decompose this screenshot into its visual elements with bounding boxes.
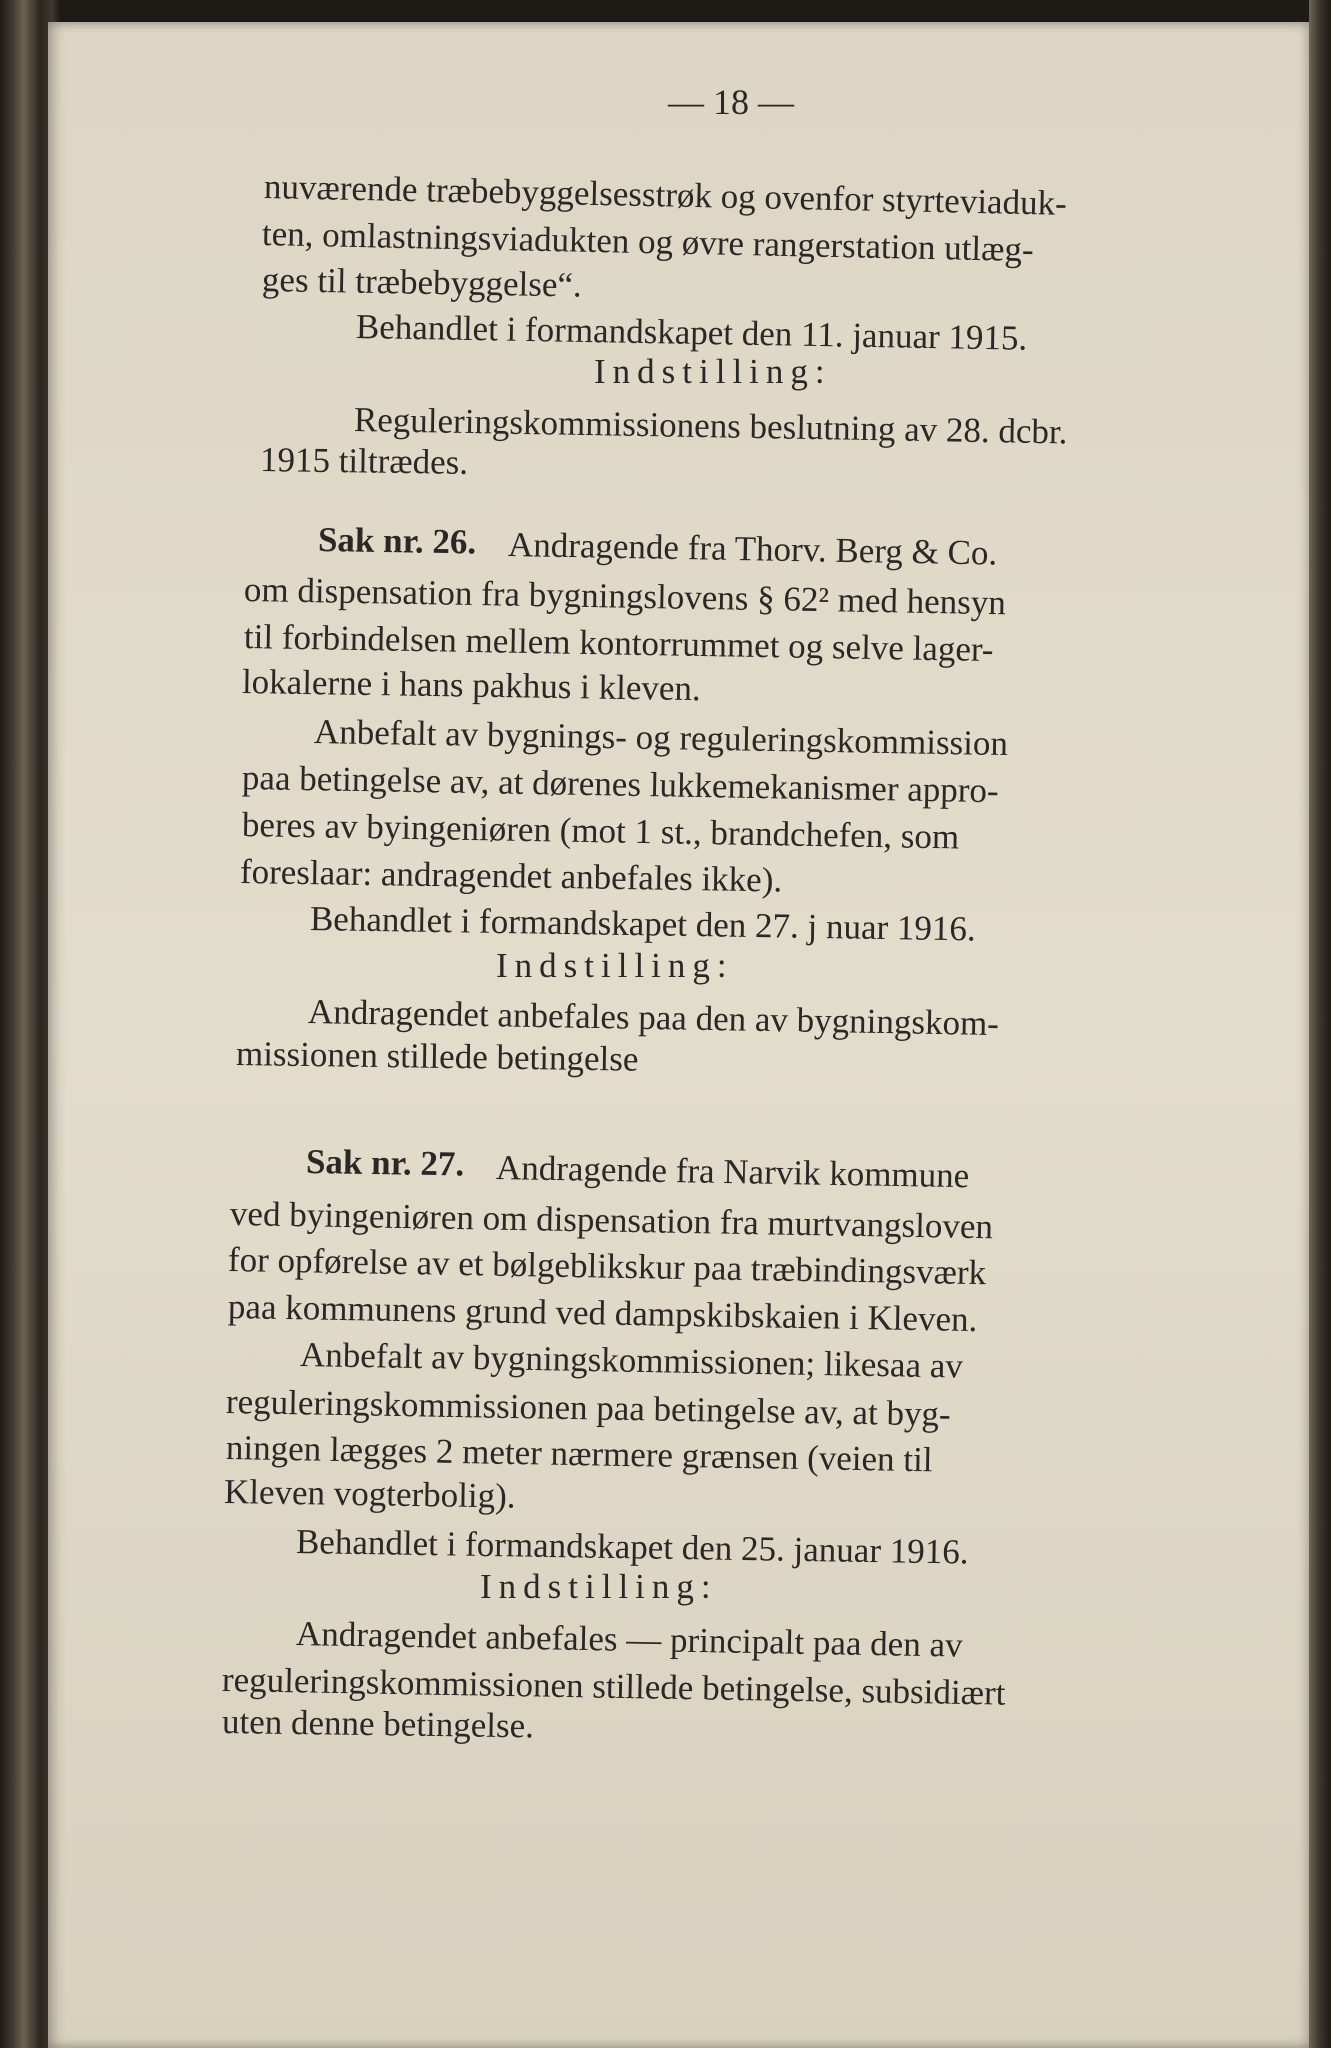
text-line: Behandlet i formandskapet den 25. januar 1916. (295, 1522, 969, 1572)
book-right-edge (1309, 0, 1331, 2048)
text-line: reguleringskommissionen paa betingelse av, at byg- (225, 1382, 952, 1434)
text-line: missionen stillede betingelse (235, 1034, 639, 1079)
text-line: paa betingelse av, at dørenes lukkemekanismer appro- (241, 758, 999, 811)
text-line: Andragende fra Thorv. Berg & Co. (507, 525, 998, 573)
text-line: Andragende fra Narvik kommune (495, 1148, 970, 1196)
case-number: Sak nr. 27. (305, 1142, 465, 1184)
text-line: Behandlet i formandskapet den 11. januar 1915. (355, 307, 1028, 358)
text-line: Andragendet anbefales — principalt paa den av (295, 1614, 963, 1665)
section-heading: Indstilling: (594, 352, 832, 391)
text-line: ges til træbebyggelse“. (261, 260, 583, 305)
text-line: ten, omlastningsviadukten og øvre rangerstation utlæg- (261, 214, 1035, 270)
page-number: — 18 — (668, 82, 794, 122)
text-line: Anbefalt av bygningskommissionen; likesaa av (299, 1335, 964, 1386)
section-heading: Indstilling: (496, 946, 734, 985)
text-line: nuværende træbebyggelsesstrøk og ovenfor styrteviaduk- (263, 167, 1068, 223)
text-line: foreslaar: andragendet anbefales ikke). (239, 852, 783, 900)
text-line: ved byingeniøren om dispensation fra murtvangsloven (229, 1194, 994, 1247)
text-line: Anbefalt av bygnings- og reguleringskommission (313, 712, 1009, 764)
text-line: beres av byingeniøren (mot 1 st., brandchefen, som (241, 805, 960, 857)
text-line: uten denne betingelse. (221, 1702, 535, 1746)
text-line: om dispensation fra bygningslovens § 62² med hensyn (243, 570, 1007, 623)
page (48, 22, 1310, 2048)
text-line: Reguleringskommissionens beslutning av 28. dcbr. (353, 400, 1068, 452)
text-line: lokalerne i hans pakhus i kleven. (241, 662, 702, 709)
section-heading: Indstilling: (480, 1567, 718, 1606)
text-line: ningen lægges 2 meter nærmere grænsen (veien til (225, 1428, 933, 1480)
text-line: for opførelse av et bølgeblikskur paa træbindingsværk (227, 1240, 987, 1293)
text-line: reguleringskommissionen stillede betingelse, subsidiært (221, 1660, 1006, 1713)
page-text (48, 22, 1310, 2048)
text-line: paa kommunens grund ved dampskibskaien i Kleven. (227, 1287, 978, 1340)
text-line: Kleven vogterbolig). (223, 1472, 516, 1516)
text-line: Andragendet anbefales paa den av bygningskom- (307, 992, 1000, 1044)
text-line: Behandlet i formandskapet den 27. j nuar 1916. (309, 899, 977, 949)
text-line: 1915 tiltrædes. (259, 440, 469, 482)
case-number: Sak nr. 26. (317, 520, 477, 562)
text-line: til forbindelsen mellem kontorrummet og selve lager- (243, 617, 994, 670)
